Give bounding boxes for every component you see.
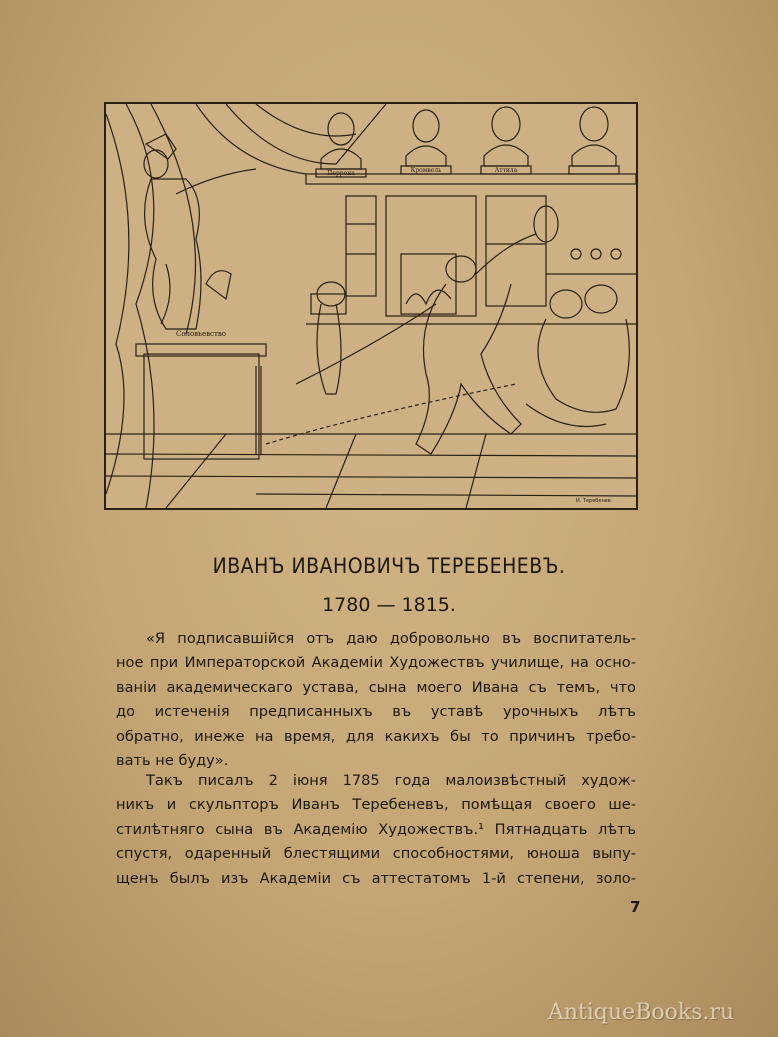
chapter-title: ИВАНЪ ИВАНОВИЧЪ ТЕРЕБЕНЕВЪ. (212, 554, 566, 578)
bookshelves (306, 174, 636, 324)
svg-text:Соловьевство: Соловьевство (175, 330, 227, 338)
engraver-signature: И. Теребенев. (576, 498, 613, 504)
text-line: обратно, инеже на время, для какихъ бы то причинъ требо- (116, 727, 636, 745)
small-figure (311, 282, 346, 394)
page-number: 7 (630, 898, 641, 916)
text-line: до истеченiя предписанныхъ въ уставѣ урочныхъ лѣтъ (116, 703, 636, 721)
paragraph-quote (116, 627, 636, 773)
central-figure (296, 206, 558, 454)
bust-2 (401, 110, 451, 174)
paragraph-narrative (116, 769, 636, 891)
bust-4 (569, 107, 619, 174)
life-years: 1780 — 1815. (322, 594, 456, 616)
engraving-drawing (106, 104, 636, 508)
curtain (106, 104, 386, 508)
bust-1 (316, 113, 366, 177)
crouching-figures (526, 249, 629, 427)
text-line: «Я подписавшiйся отъ даю добровольно въ воспитатель- (146, 630, 636, 647)
pedestal (136, 330, 266, 459)
text-line: стилѣтняго сына въ Академiю Художествъ.¹ Пятнадцать лѣтъ (116, 820, 636, 838)
svg-text:Перрона: Перрона (327, 170, 355, 177)
watermark: AntiqueBooks.ru (548, 1000, 735, 1025)
svg-text:Кромвель: Кромвель (410, 167, 442, 174)
text-line: никъ и скульпторъ Иванъ Теребеневъ, помѣщая своего ше- (116, 796, 636, 814)
text-line: ное при Императорской Академiи Художествъ училище, на осно- (116, 654, 636, 672)
bust-3 (481, 107, 531, 174)
chain (266, 384, 516, 444)
statue-figure (144, 134, 256, 329)
engraving-illustration (104, 102, 638, 510)
text-line: щенъ былъ изъ Академiи съ аттестатомъ 1-й степени, золо- (116, 869, 636, 887)
text-line: Такъ писалъ 2 iюня 1785 года малоизвѣстный худож- (146, 772, 636, 789)
text-line: вать не буду». (116, 752, 229, 770)
text-line: спустя, одаренный блестящими способностями, юноша выпу- (116, 845, 636, 863)
svg-text:Аттила: Аттила (494, 167, 518, 174)
text-line: ванiи академическаго устава, сына моего Ивана съ темъ, что (116, 678, 636, 696)
busts (316, 107, 619, 177)
floor-lines (106, 434, 636, 508)
